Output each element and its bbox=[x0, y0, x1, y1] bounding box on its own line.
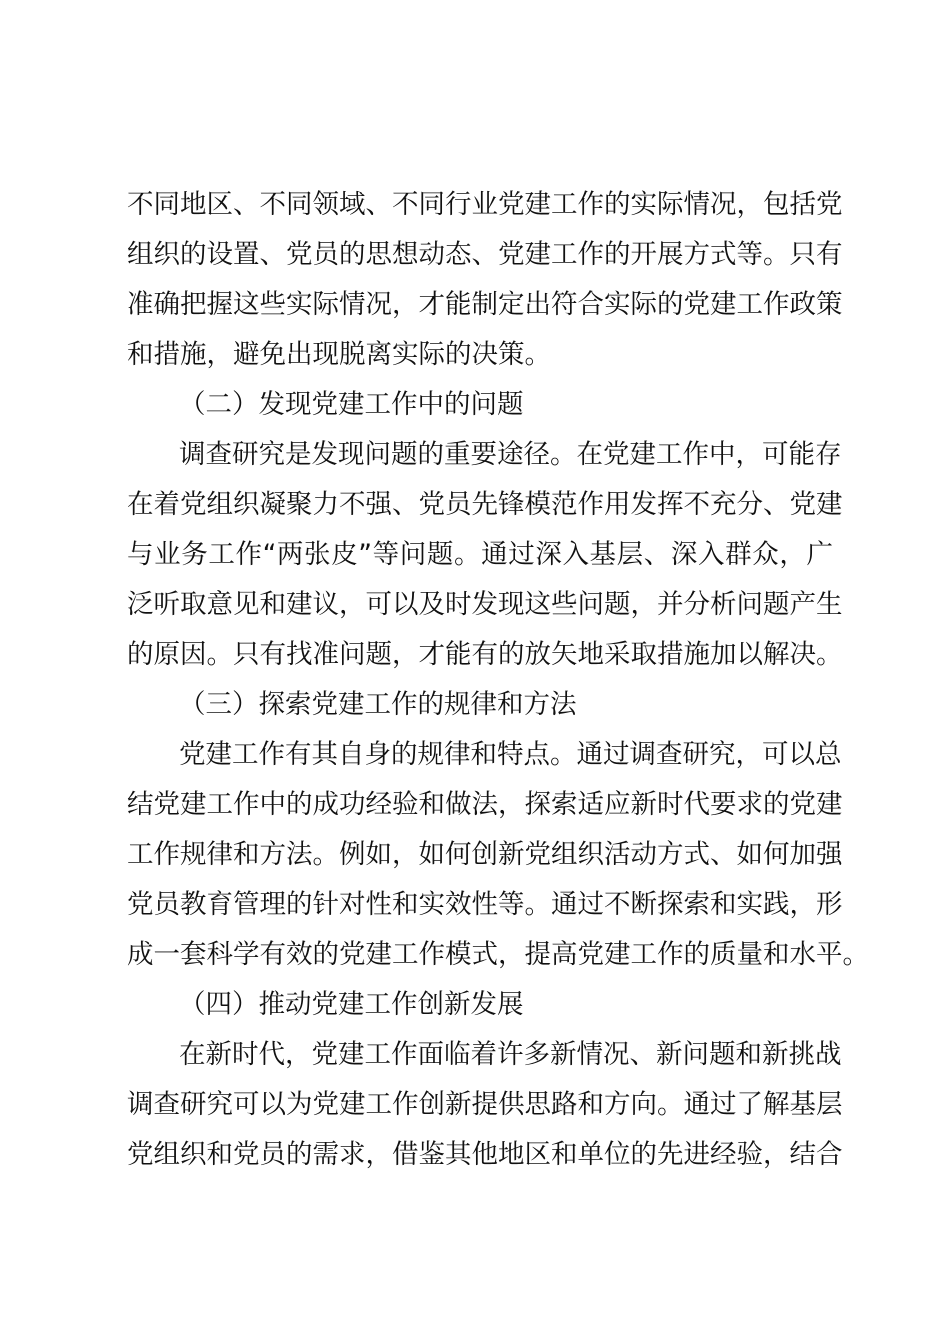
paragraph-line: 在着党组织凝聚力不强、党员先锋模范作用发挥不充分、党建 bbox=[127, 489, 843, 520]
section-heading: （四）推动党建工作创新发展 bbox=[179, 989, 524, 1020]
paragraph-line: 结党建工作中的成功经验和做法，探索适应新时代要求的党建 bbox=[127, 789, 843, 820]
section-heading: （二）发现党建工作中的问题 bbox=[179, 389, 524, 420]
paragraph-first-line: 调查研究是发现问题的重要途径。在党建工作中，可能存 bbox=[179, 439, 842, 470]
paragraph-line: 准确把握这些实际情况，才能制定出符合实际的党建工作政策 bbox=[127, 289, 843, 320]
paragraph-first-line: 党建工作有其自身的规律和特点。通过调查研究，可以总 bbox=[179, 739, 842, 770]
paragraph-line: 的原因。只有找准问题，才能有的放矢地采取措施加以解决。 bbox=[127, 639, 843, 670]
section-heading: （三）探索党建工作的规律和方法 bbox=[179, 689, 577, 720]
body-text bbox=[127, 180, 869, 1180]
paragraph-line: 组织的设置、党员的思想动态、党建工作的开展方式等。只有 bbox=[127, 239, 843, 270]
paragraph-line: 工作规律和方法。例如，如何创新党组织活动方式、如何加强 bbox=[127, 839, 843, 870]
paragraph-line: 调查研究可以为党建工作创新提供思路和方向。通过了解基层 bbox=[127, 1089, 843, 1120]
paragraph-line: 不同地区、不同领域、不同行业党建工作的实际情况，包括党 bbox=[127, 189, 843, 220]
paragraph-first-line: 在新时代，党建工作面临着许多新情况、新问题和新挑战 bbox=[179, 1039, 842, 1070]
paragraph-line: 泛听取意见和建议，可以及时发现这些问题，并分析问题产生 bbox=[127, 589, 843, 620]
paragraph-line: 党员教育管理的针对性和实效性等。通过不断探索和实践，形 bbox=[127, 889, 843, 920]
paragraph-line: 和措施，避免出现脱离实际的决策。 bbox=[127, 339, 551, 370]
paragraph-line: 成一套科学有效的党建工作模式，提高党建工作的质量和水平。 bbox=[127, 939, 869, 970]
paragraph-line: 与业务工作“两张皮”等问题。通过深入基层、深入群众，广 bbox=[127, 539, 833, 570]
paragraph-line: 党组织和党员的需求，借鉴其他地区和单位的先进经验，结合 bbox=[127, 1139, 843, 1170]
